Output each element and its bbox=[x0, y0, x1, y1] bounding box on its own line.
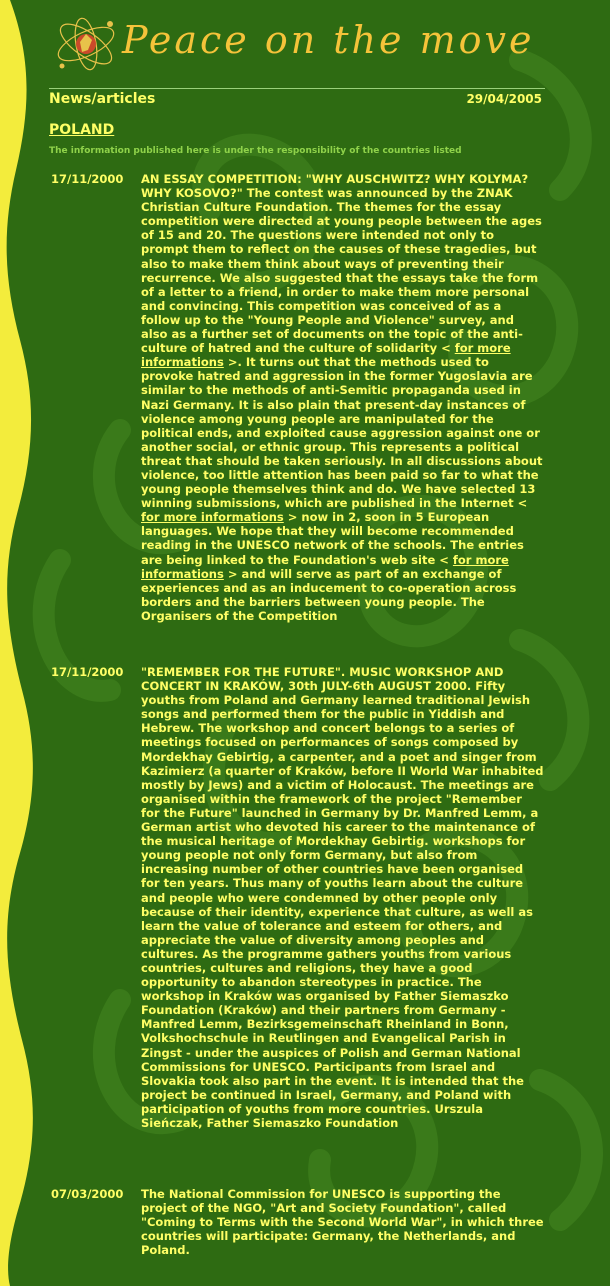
more-info-link[interactable]: for more informations bbox=[141, 341, 511, 370]
section-title: News/articles bbox=[49, 91, 156, 107]
entry-date: 17/11/2000 bbox=[51, 665, 124, 679]
entry-date: 17/11/2000 bbox=[51, 172, 124, 186]
publication-date: 29/04/2005 bbox=[466, 92, 542, 106]
entry-text: AN ESSAY COMPETITION: "WHY AUSCHWITZ? WHY KOLYMA? WHY KOSOVO?" The contest was announced by the ZNAK Christian Culture Foundation. The themes for the essay competition were directed at young people between the ages of 15 and 20. The questions were intended not only to prompt them to reflect on the causes of these tragedies, but also to make them think about ways of preventing their recurrence. We also suggested that the essays take the form of a letter to a friend, in order to make them more personal and convincing. This competition was conceived of as a follow up to the "Young People and Violence" survey, and also as a further set of documents on the topic of the anti-culture of hatred and the culture of solidarity < for more informations >. It turns out that the methods used to provoke hatred and aggression in the former Yugoslavia are similar to the methods of anti-Semitic propaganda used in Nazi Germany. It is also plain that present-day instances of violence among young people are manipulated for the political ends, and exploited cause aggression against one or another social, or ethnic group. This represents a political threat that should be taken seriously. In all discussions about violence, too little attention has been paid so far to what the young people themselves think and do. We have selected 13 winning submissions, which are published in the Internet < for more informations > now in 2, soon in 5 European languages. We hope that they will become recommended reading in the UNESCO network of the schools. The entries are being linked to the Foundation's web site < for more informations > and will serve as part of an exchange of experiences and as an inducement to co-operation across borders and the barriers between young people. The Organisers of the Competition bbox=[141, 172, 543, 623]
header-divider bbox=[49, 88, 545, 89]
entry-date: 07/03/2000 bbox=[51, 1187, 124, 1201]
country-heading: POLAND bbox=[49, 122, 115, 138]
more-info-link[interactable]: for more informations bbox=[141, 510, 284, 525]
site-title: Peace on the move bbox=[122, 18, 535, 62]
logo-globe-icon bbox=[52, 4, 122, 88]
entry-text: The National Commission for UNESCO is supporting the project of the NGO, "Art and Society Foundation", called "Coming to Terms with the Second World War", in which three countries will participate: Germany, the Netherlands, and Poland. bbox=[141, 1187, 544, 1258]
more-info-link[interactable]: for more informations bbox=[141, 552, 509, 581]
entry-text: "REMEMBER FOR THE FUTURE". MUSIC WORKSHOP AND CONCERT IN KRAKÓW, 30th JULY-6th AUGUST 2000. Fifty youths from Poland and Germany learned traditional Jewish songs and performed them for the public in Yiddish and Hebrew. The workshop and concert belongs to a series of meetings focused on performances of songs composed by Mordekhay Gebirtig, a carpenter, and a poet and singer from Kazimierz (a quarter of Kraków, before II World War inhabited mostly by Jews) and a victim of Holocaust. The meetings are organised within the framework of the project "Remember for the Future" launched in Germany by Dr. Manfred Lemm, a German artist who devoted his career to the maintenance of the musical heritage of Mordekhay Gebirtig. workshops for young people not only form Germany, but also from increasing number of other countries have been organised for ten years. Thus many of youths learn about the culture and people who were condemned by other people only because of their identity, experience that culture, as well as learn the value of tolerance and esteem for others, and appreciate the value of diversity among peoples and cultures. As the programme gathers youths from various countries, cultures and religions, they have a good opportunity to abandon stereotypes in practice. The workshop in Kraków was organised by Father Siemaszko Foundation (Kraków) and their partners from Germany - Manfred Lemm, Bezirksgemeinschaft Rheinland in Bonn, Volkshochschule in Reutlingen and Evangelical Parish in Zingst - under the auspices of Polish and German National Commissions for UNESCO. Participants from Israel and Slovakia took also part in the event. It is intended that the project be continued in Israel, Germany, and Poland with participation of youths from more countries. Urszula Sieńczak, Father Siemaszko Foundation bbox=[141, 665, 544, 1130]
disclaimer-text: The information published here is under the responsibility of the countries listed bbox=[49, 146, 462, 156]
